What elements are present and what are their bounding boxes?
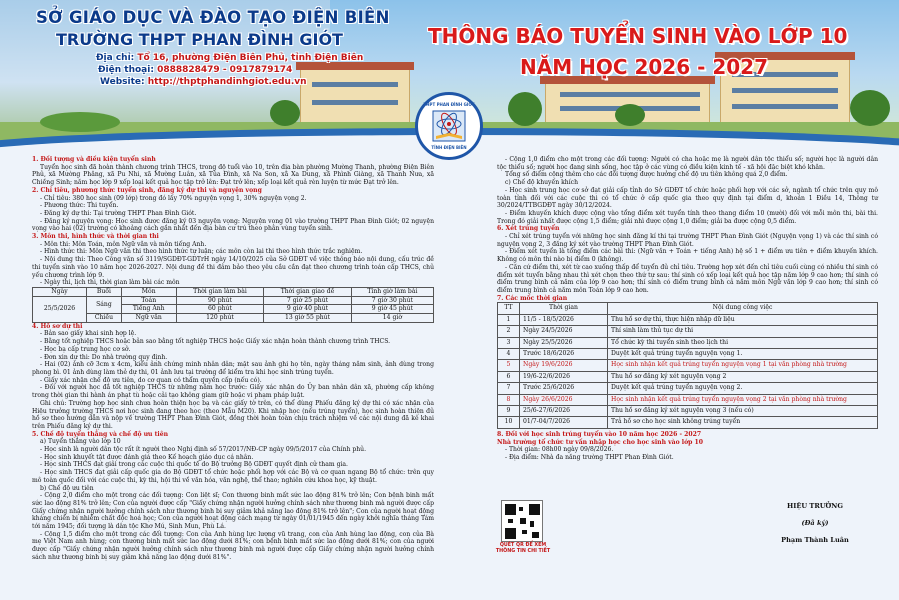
list-item: - Môn thi: Môn Toán, môn Ngữ văn và môn tiếng Anh. [40,240,207,248]
table-row [498,383,878,394]
subject-cell: Toán [121,296,176,305]
list-item: - Học sinh khuyết tật được đánh giá theo Kế hoạch giáo dục cá nhân. [40,453,254,461]
list-item: - Cộng 2,0 điểm cho một trong các đối tượng: Con liệt sĩ; Con thương binh mất sức lao động 81% trở lên; Con bệnh binh mất sức lao động 81% trở lên; Con của người được cấp "Giấy chứng nhận người hưởng chính sách như thương binh mà người được cấp Giấy chứng nhận người hưởng chính sách như thương binh bị suy giảm khả năng lao động 81% trở lên"; Con của người hoạt động kháng chiến bị nhiễm chất độc hoá học; Con của người hoạt động cách mạng từ ngày 01/01/1945 đến ngày khởi nghĩa tháng Tám tới năm 1945; đối tượng là dân tộc Khơ Mú, Sinh Mun, Phù Lá. [32,492,434,531]
row-number: 4 [498,348,520,359]
address-line [96,53,363,63]
row-time: 25/6-27/6/2026 [520,406,608,417]
section-8-title: 8. Đối với học sinh trúng tuyển vào 10 năm học 2026 - 2027 [497,430,702,438]
qr-code[interactable] [501,500,543,542]
qr-finder [505,528,516,539]
duration-cell: 60 phút [176,305,264,314]
announcement-title: THÔNG BÁO TUYỂN SINH VÀO LỚP 10 [428,24,848,48]
list-item: - Địa điểm: Nhà đa năng trường THPT Phan Đình Giót. [505,453,674,461]
signer-title: HIỆU TRƯỞNG [787,502,843,510]
column-header: Buổi [87,287,122,296]
start-time-cell: 9 giờ 45 phút [351,305,433,314]
qr-module [520,518,526,524]
window-row [312,82,398,87]
subject-cell: Ngữ văn [121,314,176,323]
list-item: - Căn cứ điểm thi, xét từ cao xuống thấp để tuyển đủ chỉ tiêu. Trường hợp xét đến chỉ tiêu cuối cùng có nhiều thí sinh có điểm xét tuyển bằng nhau thì xét chọn theo thứ tự sau: thí sinh có xếp loại kết quả học tập năm lớp 9 cao hơn; thí sinh có điểm trung bình cả năm của lớp 9 cao hơn; thí sinh có điểm trung bình cả năm môn Ngữ văn lớp 9 cao hơn; thí sinh có điểm trung bình cả năm môn Toán lớp 9 cao hơn. [497,263,878,294]
section-7-title: 7. Các mốc thời gian [497,294,568,302]
table-header-row [33,287,434,296]
list-item: - Phương thức: Thi tuyển. [40,202,119,210]
column-header: TT [498,303,520,314]
window-row [312,100,398,105]
row-task: Duyệt kết quả trúng tuyển nguyện vọng 1. [608,348,878,359]
window-row [732,88,838,93]
qr-finder [505,504,516,515]
qr-module [522,530,527,534]
row-time: Trước 18/6/2026 [520,348,608,359]
table-row [498,371,878,382]
row-task: Thu hồ sơ dự thi, thực hiện nhập dữ liệu [608,314,878,325]
qr-module [519,507,523,511]
row-task: Thí sinh làm thủ tục dự thi [608,326,878,337]
row-number: 1 [498,314,520,325]
row-time: Ngày 24/5/2026 [520,326,608,337]
list-item: - Cộng 1,5 điểm cho một trong các đối tượng: Con của Anh hùng lực lượng vũ trang, con của Anh hùng lao động, con của Bà mẹ Việt Nam anh hùng; con thương binh mất sức lao động dưới 81%; con bệnh binh mất sức lao động dưới 81%; con của người được cấp "Giấy chứng nhận người hưởng chính sách như thương binh mà người được cấp Giấy chứng nhận người hưởng chính sách như thương binh bị suy giảm khả năng lao động dưới 81%". [32,530,434,561]
list-item: - Điểm xét tuyển là tổng điểm các bài thi: (Ngữ văn + Toán + tiếng Anh) hệ số 1 + điểm ưu tiên + điểm khuyến khích. Không có môn thi nào bị điểm 0 (không). [497,248,878,264]
table-row [498,326,878,337]
row-number: 8 [498,394,520,405]
list-item: - Thời gian: 08h00 ngày 09/8/2026. [505,446,614,454]
right-column [497,156,878,462]
session-cell: Chiều [87,314,122,323]
list-item: Tổng số điểm cộng thêm cho các đối tượng được hưởng chế độ ưu tiên không quá 2,0 điểm. [505,171,788,179]
phone-label: Điện thoại: [98,65,154,75]
row-time: Ngày 25/5/2026 [520,337,608,348]
row-number: 9 [498,406,520,417]
section-1-title: 1. Đối tượng và điều kiện tuyển sinh [32,156,156,163]
signer-name: Phạm Thành Luân [781,536,849,544]
list-item: - Hai (02) ảnh cỡ 3cm x 4cm, kiểu ảnh chứng minh nhân dân; mặt sau ảnh ghi họ tên, ngày tháng năm sinh, ảnh dùng trong phong bì. 01 ảnh dùng làm thẻ dự thi, 01 ảnh lưu tại trường để kiểm tra khi học sinh trúng tuyển. [32,361,434,376]
building-left [300,68,410,124]
website-value: http://thptphandinhgiot.edu.vn [147,77,307,87]
roof-left [296,62,414,70]
tree [270,100,300,126]
column-header: Nội dung công việc [608,303,878,314]
list-item: - Giấy xác nhận chế độ ưu tiên, do cơ quan có thẩm quyền cấp (nếu có). [40,376,262,384]
atom-book-emblem-icon [431,109,467,143]
signed-note: (Đã ký) [801,519,829,527]
start-time-cell: 14 giờ [351,314,433,323]
section-2-title: 2. Chỉ tiêu, phương thức tuyển sinh, đăng ký dự thi và nguyện vọng [32,186,262,194]
row-time: Trước 25/6/2026 [520,383,608,394]
row-number: 5 [498,360,520,371]
list-item: - Đối với người học đã tốt nghiệp THCS từ những năm học trước: Giấy xác nhận do Ủy ban nhân dân xã, phường cấp không trong thời gian thi hành án phạt tù hoặc cải tạo không giam giữ hoặc vi phạm pháp luật. [32,384,434,400]
duration-cell: 120 phút [176,314,264,323]
start-time-cell: 7 giờ 30 phút [351,296,433,305]
column-header: Thời gian giao đề [264,287,352,296]
left-column [32,156,434,562]
note-paragraph: Ghi chú: Trường hợp học sinh chưa hoàn thiện học bạ và các giấy tờ trên, có thể dùng Phiếu đăng ký dự thi có xác nhận của Hiệu trưởng trường THCS nơi học sinh đang theo học (theo Mẫu M20). Khi nhập học (nếu trúng tuyển), học sinh hoàn thiện đủ hồ sơ theo hướng dẫn và nộp về trường THPT Phan Đình Giót, đồng thời hoàn toàn chịu trách nhiệm về các nội dung đã kê khai trên Phiếu đăng ký dự thi. [32,399,434,430]
table-row [498,314,878,325]
column-header: Môn [121,287,176,296]
signature-block [770,502,860,545]
list-item: - Đăng ký nguyện vọng: Học sinh được đăng ký 03 nguyện vọng: Nguyện vọng 01 vào trường THPT Phan Đình Giót; 02 nguyện vọng vào hai (02) trường có khoảng cách gần nhất đến địa bàn cư trú theo phân vùng tuyển sinh. [32,217,434,233]
row-time: Ngày 19/6/2026 [520,360,608,371]
column-header: Tính giờ làm bài [351,287,433,296]
row-task: Thu hồ sơ đăng ký xét nguyện vọng 3 (nếu có) [608,406,878,417]
row-time: Ngày 26/6/2026 [520,394,608,405]
section-6-title: 6. Xét trúng tuyển [497,225,560,233]
row-task: Trả hồ sơ cho học sinh không trúng tuyển [608,417,878,428]
list-item: - Học sinh là người dân tộc rất ít người theo Nghị định số 57/2017/NĐ-CP ngày 09/5/2017 của Chính phủ. [40,446,367,454]
session-cell: Sáng [87,296,122,313]
tree [850,90,890,126]
table-row [498,360,878,371]
list-item: - Chỉ xét trúng tuyển với những học sinh đăng kí thi tại trường THPT Phan Đình Giót (Nguyện vọng 1) và các thí sinh có nguyện vọng 2, 3 đăng ký xét vào trường THPT Phan Đình Giót. [497,233,878,248]
list-item: - Bản sao giấy khai sinh hợp lệ. [40,330,137,338]
row-time: 01/7-04/7/2026 [520,417,608,428]
qr-finder [529,504,540,515]
column-header: Thời gian làm bài [176,287,264,296]
logo-subtext: TỈNH ĐIỆN BIÊN [431,145,467,150]
list-item: - Ngày thi, lịch thi, thời gian làm bài các môn [40,279,180,287]
timeline-table [497,302,878,428]
duration-cell: 90 phút [176,296,264,305]
tree [615,104,645,126]
section-5-title: 5. Chế độ tuyển thẳng và chế độ ưu tiên [32,430,169,438]
row-task: Tổ chức kỳ thi tuyển sinh theo lịch thi [608,337,878,348]
table-row [498,406,878,417]
column-header: Ngày [33,287,87,296]
list-item: - Học sinh THCS đạt giải cấp quốc gia do Bộ GDĐT tổ chức hoặc phối hợp với các Bộ và cơ quan ngang Bộ tổ chức: trên quy mô toàn quốc đối với các cuộc thi, kỳ thi, hội thi về văn hóa, văn nghệ, thể thao; nghiên cứu khoa học, kỹ thuật. [32,469,434,484]
give-time-cell: 7 giờ 25 phút [264,296,352,305]
section-4-title: 4. Hồ sơ dự thi [32,322,83,330]
logo-text: THPT PHAN ĐÌNH GIÓT [423,102,475,107]
table-row [498,417,878,428]
subject-cell: Tiếng Anh [121,305,176,314]
list-item: - Nội dung thi: Theo Công văn số 3119/SGDĐT-GDTrH ngày 14/10/2025 của Sở GDĐT về việc thông báo nội dung, cấu trúc đề thi tuyển sinh vào 10 năm học 2026-2027. Nội dung đề thi đảm bảo theo yêu cầu cần đạt theo chương trình toán cấp THCS, chủ yếu chương trình lớp 9. [32,256,434,279]
section-1-body: Tuyển học sinh đã hoàn thành chương trình THCS, trong độ tuổi vào 10, trên địa bàn phường Mường Thanh, phường Điện Biên Phủ, xã Mường Phăng, xã Pu Nhi, xã Mường Luân, xã Tủa Đình, xã Na Son, xã Xa Dung, xã Phình Giàng, xã Thanh Nưa, xã Chiềng Sinh; năm học lớp 9 xếp loại kết quả học tập trở lên: Đạt trở lên; xếp loại kết quả rèn luyện từ mức Đạt trở lên. [32,163,434,187]
phone-line [98,65,292,75]
phone-value: 0888828479 - 0917879174 [157,65,293,75]
list-item: c) Chế độ khuyến khích [505,179,579,187]
exam-schedule-table [32,287,434,323]
row-task: Thu hồ sơ đăng ký xét nguyện vọng 2 [608,371,878,382]
table-row [498,394,878,405]
list-item: - Đăng ký dự thi: Tại trường THPT Phan Đình Giót. [40,209,197,217]
tree [508,92,542,126]
website-label: Website: [100,77,145,87]
school-logo [415,92,483,160]
school-year-title: NĂM HỌC 2026 - 2027 [520,55,769,79]
hedge [40,112,120,132]
website-line [100,77,307,87]
row-number: 6 [498,371,520,382]
window-row [560,92,700,97]
section-8-subtitle: Nhà trường tổ chức tư vấn nhập học cho học sinh vào lớp 10 [497,438,704,446]
list-item: - Hình thức thi: Môn Ngữ văn thi theo hình thức tự luận; các môn còn lại thi theo hình thức trắc nghiệm. [40,248,363,256]
give-time-cell: 9 giờ 40 phút [264,305,352,314]
table-row [498,348,878,359]
list-item: - Điểm khuyến khích được cộng vào tổng điểm xét tuyển tính theo thang điểm 10 (mười) đối với mỗi môn thi, bài thi. Trong đó giải nhất được cộng 1,5 điểm; giải nhì được cộng 1,0 điểm; giải ba được cộng 0,5 điểm. [497,209,878,225]
table-row [33,296,434,305]
column-header: Thời gian [520,303,608,314]
address-label: Địa chỉ: [96,53,135,63]
table-row [33,314,434,323]
list-item: a) Tuyển thẳng vào lớp 10 [40,438,121,446]
give-time-cell: 13 giờ 55 phút [264,314,352,323]
row-number: 2 [498,326,520,337]
department-name: SỞ GIÁO DỤC VÀ ĐÀO TẠO ĐIỆN BIÊN [36,8,390,27]
qr-caption: QUÉT QR ĐỂ XEM THÔNG TIN CHI TIẾT [495,543,551,554]
list-item: - Đơn xin dự thi: Do nhà trường quy định. [40,353,168,361]
list-item: - Học bạ cấp trung học cơ sở. [40,345,131,353]
address-value: Tổ 16, phường Điện Biên Phủ, tỉnh Điện Biên [137,53,364,63]
row-task: Học sinh nhận kết quả trúng tuyển nguyện vọng 1 tại văn phòng nhà trường [608,360,878,371]
table-header-row [498,303,878,314]
school-name: TRƯỜNG THPT PHAN ĐÌNH GIÓT [56,30,343,49]
qr-module [532,532,539,538]
table-row [498,337,878,348]
row-task: Duyệt kết quả trúng tuyển nguyện vọng 2. [608,383,878,394]
section-3-title: 3. Môn thi, hình thức và thời gian thi [32,233,159,241]
qr-module [508,519,513,523]
list-item: - Chỉ tiêu: 380 học sinh (09 lớp) trong đó lấy 70% nguyện vọng 1, 30% nguyện vọng 2. [40,194,307,202]
qr-module [530,521,534,527]
row-number: 10 [498,417,520,428]
list-item: - Học sinh trung học cơ sở đạt giải cấp tỉnh do Sở GDĐT tổ chức hoặc phối hợp với các sở, ngành tổ chức trên quy mô toàn tỉnh đối với các cuộc thi có tổ chức ở cấp quốc gia theo quy định tại điểm d, khoản 1 Điều 14, Thông tư 30/2024/TTBGDĐT ngày 30/12/2024. [497,186,878,210]
row-time: 19/6-22/6/2026 [520,371,608,382]
list-item: b) Chế độ ưu tiên [40,484,94,492]
row-number: 3 [498,337,520,348]
list-item: - Cộng 1,0 điểm cho một trong các đối tượng: Người có cha hoặc mẹ là người dân tộc thiểu số; người học là người dân tộc thiểu số; người học đang sinh sống, học tập ở các vùng có điều kiện kinh tế - xã hội đặc biệt khó khăn. [497,156,878,171]
list-item: - Học sinh THCS đạt giải trong các cuộc thi quốc tế do Bộ trưởng Bộ GDĐT quyết định cử tham gia. [40,461,348,469]
row-time: 11/5 - 18/5/2026 [520,314,608,325]
list-item: - Bằng tốt nghiệp THCS hoặc bản sao bằng tốt nghiệp THCS hoặc Giấy xác nhận hoàn thành chương trình THCS. [40,338,391,346]
row-number: 7 [498,383,520,394]
exam-date-cell: 25/5/2026 [33,296,87,322]
window-row [732,104,838,109]
row-task: Học sinh nhận kết quả trúng tuyển nguyện vọng 2 tại văn phòng nhà trường [608,394,878,405]
